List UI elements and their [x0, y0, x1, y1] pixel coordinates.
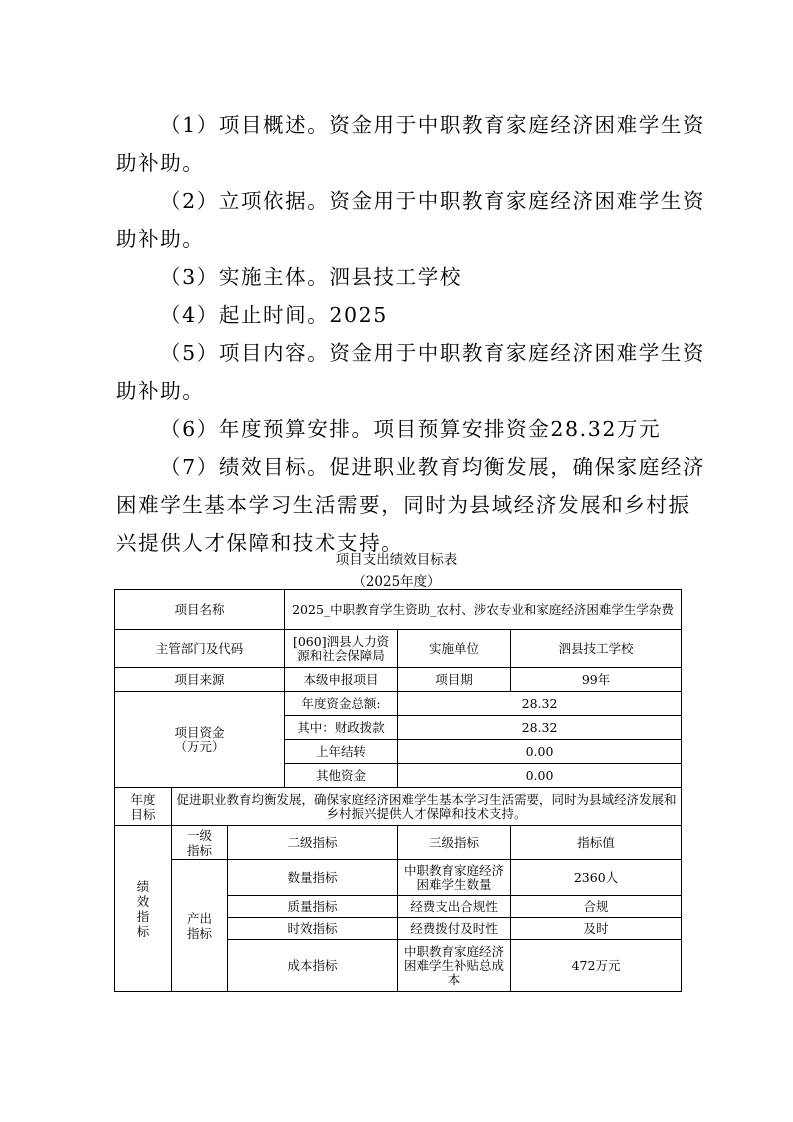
table-row-level2: 时效指标: [228, 918, 398, 940]
table-row-level3: 中职教育家庭经济困难学生补贴总成本: [398, 940, 511, 992]
paragraph-content-line1: （5）项目内容。资金用于中职教育家庭经济困难学生资: [160, 341, 706, 365]
funds-label-line2: （万元）: [174, 738, 225, 754]
funds-total-value: 28.32: [398, 692, 682, 716]
col-header-level1: [172, 826, 228, 860]
paragraph-goal-line1: （7）绩效目标。促进职业教育均衡发展，确保家庭经济: [160, 455, 706, 479]
annual-goal-label-text: 年度目标: [130, 791, 156, 822]
funds-fiscal-label: 其中：财政拨款: [285, 716, 398, 740]
paragraph-content-line2: 助补助。: [116, 379, 205, 403]
paragraph-time: （4）起止时间。2025: [160, 303, 388, 327]
period-value: 99年: [511, 668, 682, 692]
project-name-label: 项目名称: [115, 590, 285, 630]
output-indicator-label: [172, 860, 228, 992]
dept-label: 主管部门及代码: [115, 630, 285, 668]
table-row-level2: 数量指标: [228, 860, 398, 896]
table-row-level3: 经费拨付及时性: [398, 918, 511, 940]
annual-goal-label: [115, 788, 172, 826]
funds-total-label: 年度资金总额:: [285, 692, 398, 716]
col-header-level1-text: 一级指标: [186, 827, 212, 858]
paragraph-goal-line3: 兴提供人才保障和技术支持。: [116, 531, 404, 555]
funds-fiscal-value: 28.32: [398, 716, 682, 740]
table-row-level3: 经费支出合规性: [398, 896, 511, 918]
table-row-level2: 质量指标: [228, 896, 398, 918]
impl-unit-value: 泗县技工学校: [511, 630, 682, 668]
col-header-value: 指标值: [511, 826, 682, 860]
table-row-level2: 成本指标: [228, 940, 398, 992]
perf-indicator-label-text: 绩效指标: [136, 878, 150, 939]
funds-other-label: 其他资金: [285, 764, 398, 788]
col-header-level3: 三级指标: [398, 826, 511, 860]
paragraph-basis-line2: 助补助。: [116, 227, 205, 251]
paragraph-implementer: （3）实施主体。泗县技工学校: [160, 265, 462, 289]
table-subtitle: （2025年度）: [352, 574, 441, 590]
table-row-value: 2360人: [511, 860, 682, 896]
table-row-value: 合规: [511, 896, 682, 918]
period-label: 项目期: [398, 668, 511, 692]
perf-indicator-label: [115, 826, 172, 992]
paragraph-overview-line2: 助补助。: [116, 151, 205, 175]
col-header-level2: 二级指标: [228, 826, 398, 860]
source-value: 本级申报项目: [285, 668, 398, 692]
paragraph-overview-line1: （1）项目概述。资金用于中职教育家庭经济困难学生资: [160, 113, 706, 137]
performance-target-table: [114, 589, 682, 992]
funds-carry-label: 上年结转: [285, 740, 398, 764]
annual-goal-value: 促进职业教育均衡发展，确保家庭经济困难学生基本学习生活需要，同时为县域经济发展和乡村振兴提供人才保障和技术支持。: [172, 788, 682, 826]
paragraph-goal-line2: 困难学生基本学习生活需要，同时为县域经济发展和乡村振: [116, 493, 691, 517]
dept-value: [060]泗县人力资源和社会保障局: [285, 630, 398, 668]
funds-label-line1: 项目资金: [174, 724, 225, 740]
source-label: 项目来源: [115, 668, 285, 692]
project-name-value: 2025_中职教育学生资助_农村、涉农专业和家庭经济困难学生学杂费: [285, 590, 682, 630]
output-indicator-label-text: 产出指标: [186, 910, 212, 941]
funds-other-value: 0.00: [398, 764, 682, 788]
funds-carry-value: 0.00: [398, 740, 682, 764]
table-title: 项目支出绩效目标表: [335, 552, 458, 568]
table-row-value: 及时: [511, 918, 682, 940]
impl-unit-label: 实施单位: [398, 630, 511, 668]
table-row-value: 472万元: [511, 940, 682, 992]
paragraph-budget: （6）年度预算安排。项目预算安排资金28.32万元: [160, 417, 662, 441]
table-row-level3: 中职教育家庭经济困难学生数量: [398, 860, 511, 896]
paragraph-basis-line1: （2）立项依据。资金用于中职教育家庭经济困难学生资: [160, 189, 706, 213]
funds-label: [115, 692, 285, 788]
